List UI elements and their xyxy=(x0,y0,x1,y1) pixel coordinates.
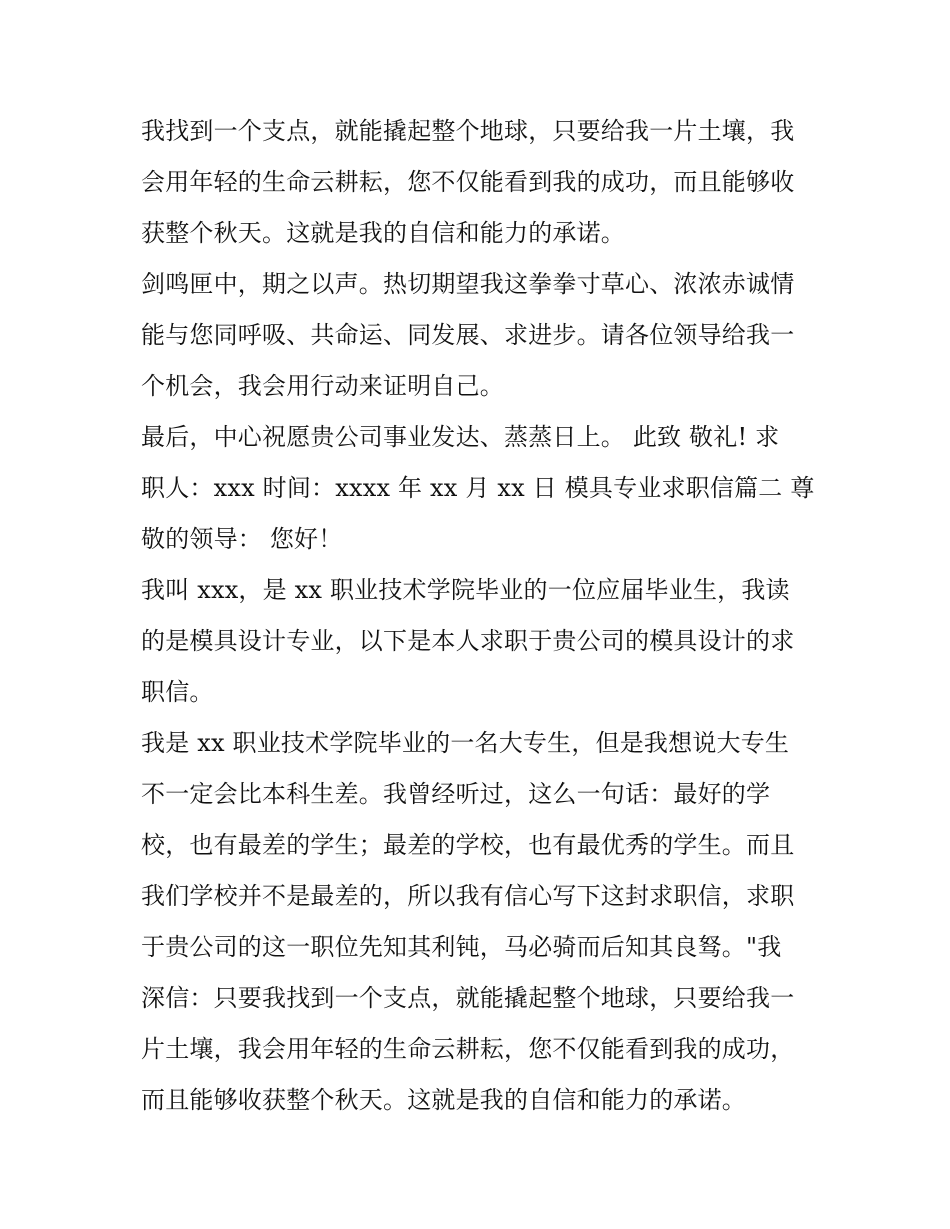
text-line: 我找到一个支点，就能撬起整个地球，只要给我一片土壤，我 xyxy=(141,117,795,145)
text-line: 职信。 xyxy=(141,678,214,706)
text-line: 能与您同呼吸、共命运、同发展、求进步。请各位领导给我一 xyxy=(141,321,795,349)
text-line: 的是模具设计专业，以下是本人求职于贵公司的模具设计的求 xyxy=(141,627,795,655)
text-line: 会用年轻的生命云耕耘，您不仅能看到我的成功，而且能够收 xyxy=(141,168,795,196)
text-line: 于贵公司的这一职位先知其利钝，马必骑而后知其良驽。"我 xyxy=(141,933,782,961)
text-line: 而且能够收获整个秋天。这就是我的自信和能力的承诺。 xyxy=(141,1086,746,1114)
text-line: 最后，中心祝愿贵公司事业发达、蒸蒸日上。 此致 敬礼! 求 xyxy=(141,423,780,451)
text-line: 敬的领导： 您好！ xyxy=(141,525,343,553)
text-line: 深信：只要我找到一个支点，就能撬起整个地球，只要给我一 xyxy=(141,984,795,1012)
text-line: 片土壤，我会用年轻的生命云耕耘，您不仅能看到我的成功， xyxy=(141,1035,795,1063)
text-line: 获整个秋天。这就是我的自信和能力的承诺。 xyxy=(141,219,625,247)
text-line: 剑鸣匣中，期之以声。热切期望我这拳拳寸草心、浓浓赤诚情 xyxy=(141,270,795,298)
body-text xyxy=(141,106,821,1126)
text-line: 我们学校并不是最差的，所以我有信心写下这封求职信，求职 xyxy=(141,882,795,910)
text-line: 个机会，我会用行动来证明自己。 xyxy=(141,372,504,400)
text-line: 不一定会比本科生差。我曾经听过，这么一句话：最好的学 xyxy=(141,780,771,808)
text-line: 职人：xxx 时间：xxxx 年 xx 月 xx 日 模具专业求职信篇二 尊 xyxy=(141,474,815,502)
text-line: 校，也有最差的学生；最差的学校，也有最优秀的学生。而且 xyxy=(141,831,795,859)
text-line: 我是 xx 职业技术学院毕业的一名大专生，但是我想说大专生 xyxy=(141,729,790,757)
text-line: 我叫 xxx，是 xx 职业技术学院毕业的一位应届毕业生，我读 xyxy=(141,576,790,604)
